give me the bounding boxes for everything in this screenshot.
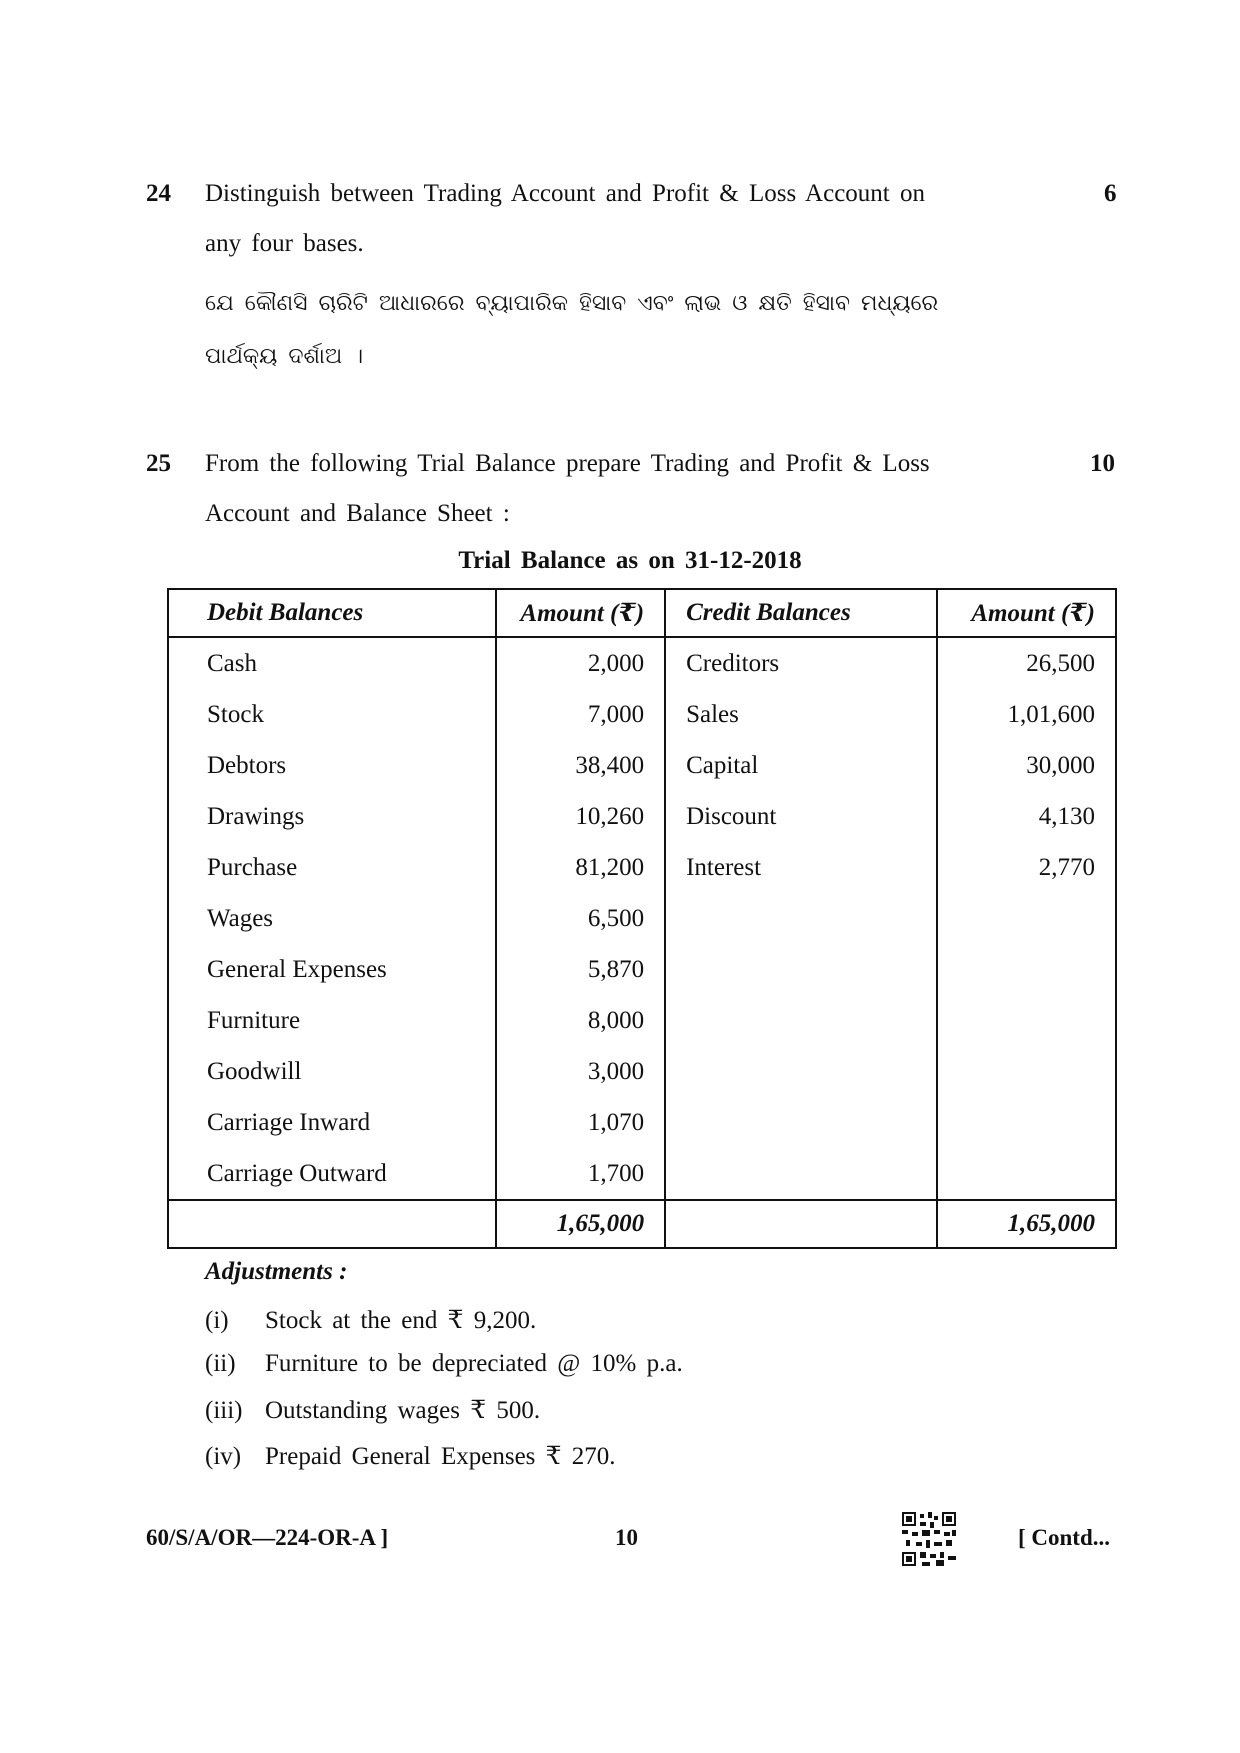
table-row xyxy=(168,842,1116,893)
table-row xyxy=(168,1046,1116,1097)
debit-amount: 2,000 xyxy=(496,637,665,689)
debit-amount: 3,000 xyxy=(496,1046,665,1097)
debit-balance: Furniture xyxy=(168,995,496,1046)
table-row xyxy=(168,791,1116,842)
credit-amount: 30,000 xyxy=(937,740,1116,791)
adjustment-number: (iii) xyxy=(205,1397,243,1424)
adjustment-item xyxy=(205,1350,683,1378)
total-label xyxy=(168,1200,496,1248)
credit-balance xyxy=(665,893,937,944)
total-debit: 1,65,000 xyxy=(496,1200,665,1248)
adjustment-item xyxy=(205,1441,616,1471)
debit-balance: Purchase xyxy=(168,842,496,893)
header-debit: Debit Balances xyxy=(168,589,496,637)
table-row xyxy=(168,995,1116,1046)
debit-amount: 6,500 xyxy=(496,893,665,944)
total-spacer xyxy=(665,1200,937,1248)
credit-balance xyxy=(665,1046,937,1097)
debit-amount: 7,000 xyxy=(496,689,665,740)
table-total-row xyxy=(168,1200,1116,1248)
credit-amount: 26,500 xyxy=(937,637,1116,689)
debit-balance: Carriage Inward xyxy=(168,1097,496,1148)
header-credit: Credit Balances xyxy=(665,589,937,637)
credit-balance: Creditors xyxy=(686,649,780,677)
debit-balance: Debtors xyxy=(168,740,496,791)
header-debit-amount: Amount (₹) xyxy=(496,589,665,637)
adjustment-item xyxy=(205,1395,540,1425)
debit-amount: 1,070 xyxy=(496,1097,665,1148)
debit-balance: Cash xyxy=(168,637,496,689)
credit-amount: 2,770 xyxy=(937,842,1116,893)
credit-amount: 4,130 xyxy=(937,791,1116,842)
credit-amount xyxy=(937,1097,1116,1148)
adjustment-text: Prepaid General Expenses ₹ 270. xyxy=(265,1443,616,1470)
table-row xyxy=(168,893,1116,944)
page-number: 10 xyxy=(615,1525,638,1550)
credit-balance: Sales xyxy=(686,700,739,728)
qr-code-icon xyxy=(902,1512,956,1566)
debit-balance: General Expenses xyxy=(168,944,496,995)
credit-amount: 1,01,600 xyxy=(937,689,1116,740)
debit-balance: Goodwill xyxy=(168,1046,496,1097)
table-body xyxy=(168,637,1116,1200)
table-title: Trial Balance as on 31-12-2018 xyxy=(458,547,802,574)
continued-label: [ Contd... xyxy=(1018,1525,1111,1550)
paper-code: 60/S/A/OR—224-OR-A ] xyxy=(146,1525,389,1550)
credit-balance xyxy=(665,1148,937,1200)
table-row xyxy=(168,689,1116,740)
credit-amount xyxy=(937,893,1116,944)
debit-balance: Carriage Outward xyxy=(168,1148,496,1200)
debit-amount: 1,700 xyxy=(496,1148,665,1200)
table-header-row xyxy=(168,589,1116,637)
credit-amount xyxy=(937,1046,1116,1097)
credit-balance xyxy=(665,995,937,1046)
table-row xyxy=(168,740,1116,791)
question-text: any four bases. xyxy=(205,230,364,257)
adjustment-item xyxy=(205,1305,536,1335)
credit-balance: Capital xyxy=(686,751,759,779)
question-number: 24 xyxy=(146,180,171,207)
question-number: 25 xyxy=(146,450,171,477)
credit-amount xyxy=(937,944,1116,995)
credit-amount xyxy=(937,995,1116,1046)
question-text: Distinguish between Trading Account and Profit & Loss Account on xyxy=(205,180,925,207)
debit-balance: Wages xyxy=(168,893,496,944)
question-marks: 10 xyxy=(1090,450,1115,477)
credit-balance: Discount xyxy=(686,802,777,830)
header-credit-amount: Amount (₹) xyxy=(937,589,1116,637)
debit-amount: 8,000 xyxy=(496,995,665,1046)
credit-balance xyxy=(665,944,937,995)
total-credit: 1,65,000 xyxy=(937,1200,1116,1248)
debit-amount: 81,200 xyxy=(496,842,665,893)
adjustment-text: Furniture to be depreciated @ 10% p.a. xyxy=(265,1350,683,1377)
table-row xyxy=(168,637,1116,689)
credit-balance: Interest xyxy=(686,853,762,881)
credit-amount xyxy=(937,1148,1116,1200)
debit-balance: Stock xyxy=(168,689,496,740)
adjustment-text: Stock at the end ₹ 9,200. xyxy=(265,1307,537,1334)
table-row xyxy=(168,1148,1116,1200)
adjustment-number: (ii) xyxy=(205,1350,236,1377)
table-row xyxy=(168,944,1116,995)
question-text: From the following Trial Balance prepare Trading and Profit & Loss xyxy=(205,450,930,477)
adjustment-text: Outstanding wages ₹ 500. xyxy=(265,1397,541,1424)
question-text: Account and Balance Sheet : xyxy=(205,500,510,527)
debit-amount: 5,870 xyxy=(496,944,665,995)
question-marks: 6 xyxy=(1104,180,1117,207)
adjustments-title: Adjustments : xyxy=(205,1258,348,1285)
trial-balance-table xyxy=(167,588,1117,1249)
debit-amount: 38,400 xyxy=(496,740,665,791)
adjustment-number: (iv) xyxy=(205,1443,242,1470)
adjustment-number: (i) xyxy=(205,1307,229,1334)
question-text-odia: ପାର୍ଥକ୍ୟ ଦର୍ଶାଅ । xyxy=(205,344,364,369)
question-text-odia: ଯେ କୌଣସି ଚାରିଟି ଆଧାରରେ ବ୍ୟାପାରିକ ହିସାବ ଏବଂ ଲାଭ ଓ କ୍ଷତି ହିସାବ ମଧ୍ୟରେ xyxy=(205,291,939,316)
debit-balance: Drawings xyxy=(168,791,496,842)
credit-balance xyxy=(665,1097,937,1148)
table-row xyxy=(168,1097,1116,1148)
debit-amount: 10,260 xyxy=(496,791,665,842)
